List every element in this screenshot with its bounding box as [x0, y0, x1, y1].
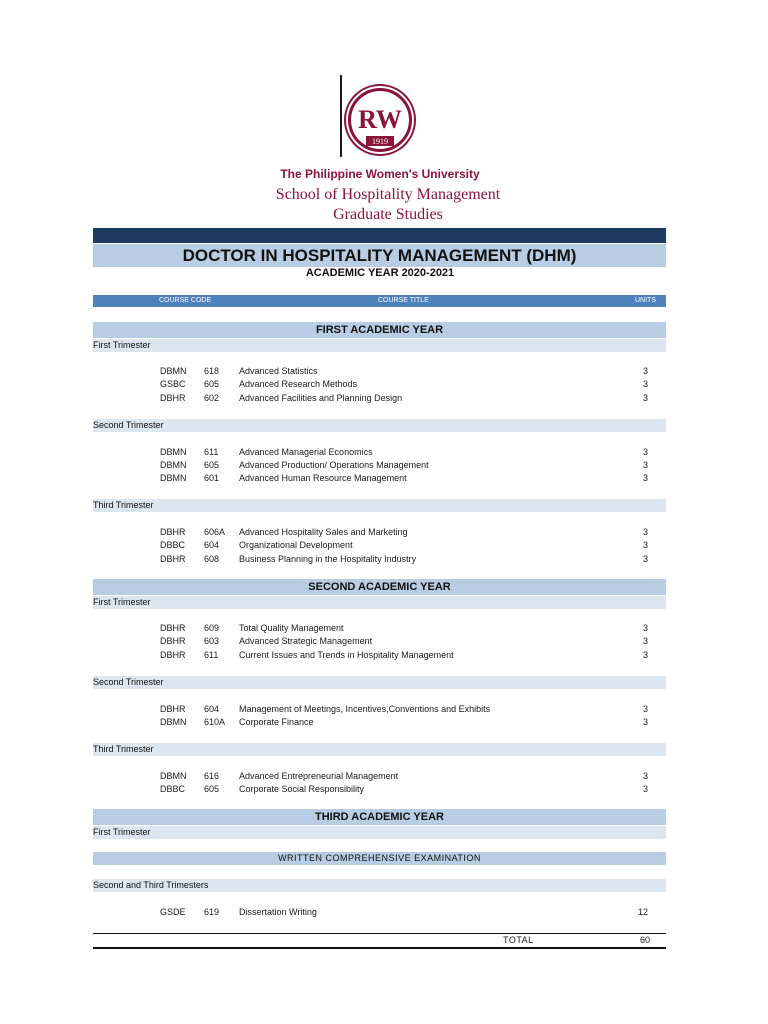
total-top-rule	[93, 933, 666, 934]
course-row: DBHR 609 Total Quality Management 3	[160, 623, 648, 633]
school-name: School of Hospitality Management	[275, 186, 501, 203]
top-band	[93, 228, 666, 243]
year-2-term-1: First Trimester	[93, 596, 666, 609]
university-name: The Philippine Women's University	[280, 167, 480, 181]
year-2-term-3: Third Trimester	[93, 743, 666, 756]
year-2-term-2: Second Trimester	[93, 676, 666, 689]
course-row: DBMN 616 Advanced Entrepreneurial Management 3	[160, 771, 648, 781]
course-row: DBHR 602 Advanced Facilities and Planning Design 3	[160, 393, 648, 403]
column-units: UNITS	[635, 297, 656, 304]
course-row: DBHR 606A Advanced Hospitality Sales and Marketing 3	[160, 527, 648, 537]
svg-text:1919: 1919	[372, 137, 388, 146]
course-row: DBHR 608 Business Planning in the Hospitality Industry 3	[160, 554, 648, 564]
year-3-term-1: First Trimester	[93, 826, 666, 839]
course-row: DBMN 605 Advanced Production/ Operations Management 3	[160, 460, 648, 470]
year-1-term-2: Second Trimester	[93, 419, 666, 432]
course-row: DBHR 611 Current Issues and Trends in Hospitality Management 3	[160, 650, 648, 660]
column-header	[93, 295, 666, 307]
course-row: DBBC 604 Organizational Development 3	[160, 540, 648, 550]
total-label: TOTAL	[503, 935, 534, 945]
year-1-term-1: First Trimester	[93, 339, 666, 352]
course-row: DBHR 603 Advanced Strategic Management 3	[160, 636, 648, 646]
course-row: DBMN 601 Advanced Human Resource Management 3	[160, 473, 648, 483]
course-row: DBBC 605 Corporate Social Responsibility 3	[160, 784, 648, 794]
total-bottom-rule	[93, 947, 666, 949]
svg-text:RW: RW	[358, 105, 402, 134]
total-value: 60	[639, 935, 650, 945]
year-2-header: SECOND ACADEMIC YEAR	[93, 579, 666, 595]
course-row: DBMN 610A Corporate Finance 3	[160, 717, 648, 727]
academic-year: ACADEMIC YEAR 2020-2021	[305, 267, 455, 279]
logo-divider	[340, 75, 342, 157]
column-code: COURSE CODE	[159, 297, 212, 304]
year-3-term-2-3: Second and Third Trimesters	[93, 879, 666, 892]
course-row: DBMN 618 Advanced Statistics 3	[160, 366, 648, 376]
year-1-term-3: Third Trimester	[93, 499, 666, 512]
program-title: DOCTOR IN HOSPITALITY MANAGEMENT (DHM)	[93, 244, 666, 267]
course-row: DBHR 604 Management of Meetings, Incentives,Conventions and Exhibits 3	[160, 704, 648, 714]
division-name: Graduate Studies	[333, 206, 443, 223]
course-row: GSDE 619 Dissertation Writing 12	[160, 907, 648, 917]
year-1-header: FIRST ACADEMIC YEAR	[93, 322, 666, 338]
year-3-header: THIRD ACADEMIC YEAR	[93, 809, 666, 825]
course-row: DBMN 611 Advanced Managerial Economics 3	[160, 447, 648, 457]
course-row: GSBC 605 Advanced Research Methods 3	[160, 379, 648, 389]
column-title: COURSE TITLE	[378, 297, 429, 304]
comprehensive-exam: WRITTEN COMPREHENSIVE EXAMINATION	[93, 852, 666, 865]
university-logo	[344, 84, 416, 156]
